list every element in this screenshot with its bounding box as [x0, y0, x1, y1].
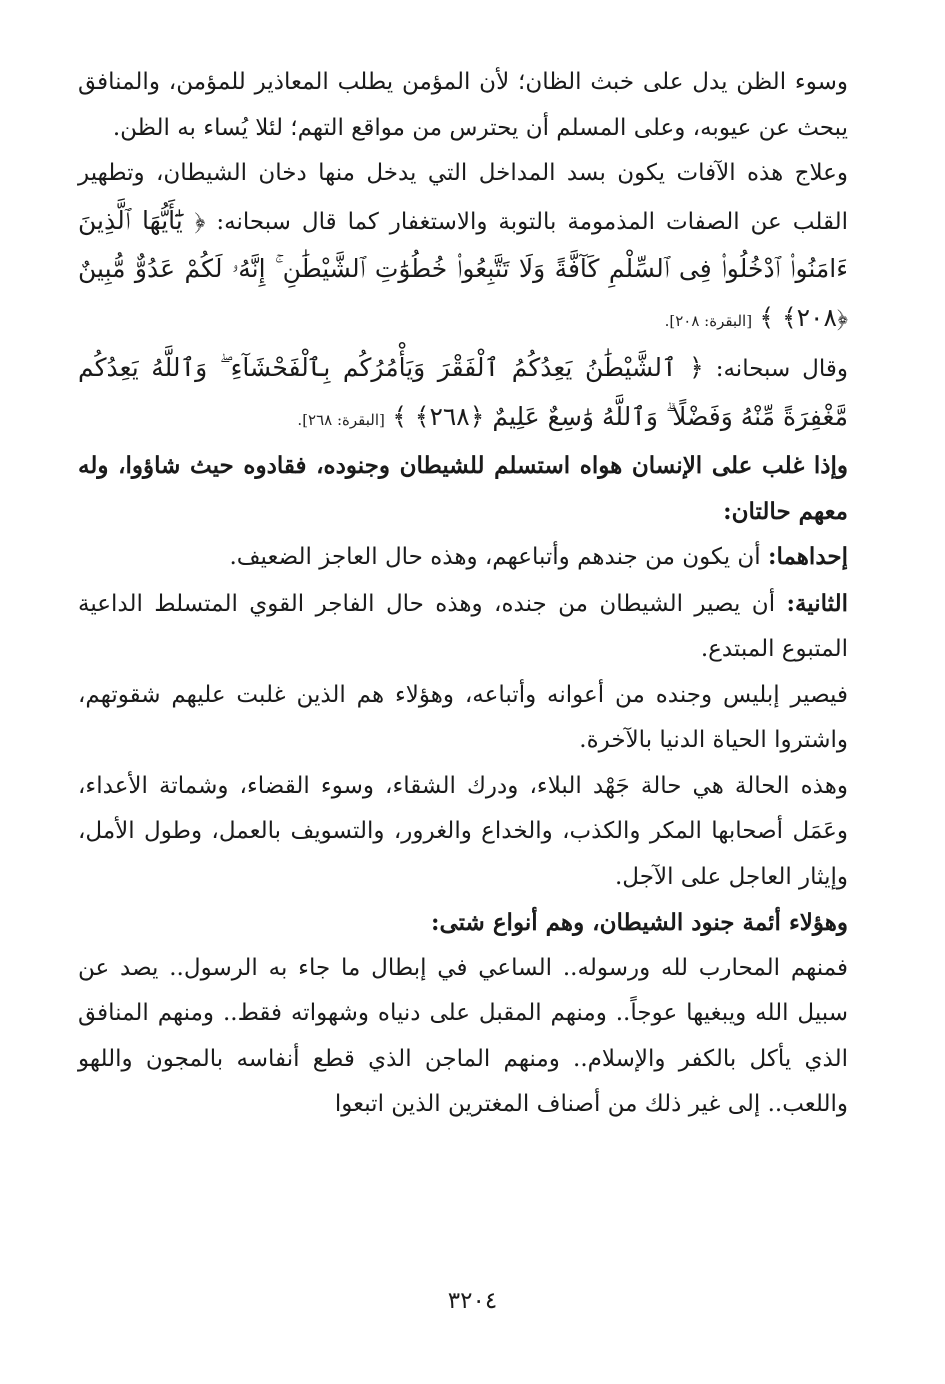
- remedy-text: وعلاج هذه الآفات يكون بسد المداخل التي يدخل منها دخان الشيطان، وتطهير القلب عن الصفات المذمومة بالتوبة والاستغفار كما قال سبحانه:: [78, 160, 848, 235]
- verse-reference-268: [البقرة: ٢٦٨].: [297, 410, 385, 429]
- paragraph-remedy: [78, 151, 848, 344]
- paragraph-verse-268: [78, 344, 848, 443]
- first-state-label: إحداهما:: [768, 543, 848, 570]
- page-body: [78, 60, 848, 1128]
- first-state-text: أن يكون من جندهم وأتباعهم، وهذه حال العاجز الضعيف.: [229, 544, 761, 570]
- paragraph-types: فمنهم المحارب لله ورسوله.. الساعي في إبطال ما جاء به الرسول.. يصد عن سبيل الله ويبغيها عوجاً.. ومنهم المقبل على دنياه وشهواته فقط.. ومنهم المنافق الذي يأكل بالكفر والإسلام.. ومنهم الماجن الذي قطع أنفاسه بالمجون واللهو واللعب.. إلى غير ذلك من أصناف المغترين الذين اتبعوا: [78, 954, 848, 1117]
- verse-intro: وقال سبحانه:: [715, 356, 849, 382]
- quran-verse-208: ﴿ يَٰٓأَيُّهَا ٱلَّذِينَ ءَامَنُوا۟ ٱدْخُلُوا۟ فِى ٱلسِّلْمِ كَآفَّةً وَلَا تَتَّبِعُوا۟ خُطُوَٰتِ ٱلشَّيْطَٰنِ ۚ إِنَّهُۥ لَكُمْ عَدُوٌّ مُّبِينٌ ﴿٢٠٨﴾ ﴾: [78, 205, 848, 332]
- paragraph-suspicion: وسوء الظن يدل على خبث الظان؛ لأن المؤمن يطلب المعاذير للمؤمن، والمنافق يبحث عن عيوبه، وعلى المسلم أن يحترس من مواقع التهم؛ لئلا يُساء به الظن.: [78, 69, 848, 141]
- quran-verse-268: ﴿ ٱلشَّيْطَٰنُ يَعِدُكُمُ ٱلْفَقْرَ وَيَأْمُرُكُم بِٱلْفَحْشَآءِ ۖ وَٱللَّهُ يَعِدُكُم مَّغْفِرَةً مِّنْهُ وَفَضْلًا ۗ وَٱللَّهُ وَٰسِعٌ عَلِيمٌ ﴿٢٦٨﴾ ﴾: [78, 353, 848, 431]
- paragraph-two-states: وإذا غلب على الإنسان هواه استسلم للشيطان وجنوده، فقادوه حيث شاؤوا، وله معهم حالتان:: [78, 452, 848, 525]
- paragraph-first-state: [78, 534, 848, 581]
- paragraph-second-state: [78, 581, 848, 673]
- verse-reference-208: [البقرة: ٢٠٨].: [664, 311, 753, 330]
- paragraph-leaders-heading: وهؤلاء أئمة جنود الشيطان، وهم أنواع شتى:: [430, 909, 848, 936]
- paragraph-hardship: وهذه الحالة هي حالة جَهْد البلاء، ودرك الشقاء، وسوء القضاء، وشماتة الأعداء، وعَمَل أصحابها المكر والكذب، والخداع والغرور، والتسويف بالعمل، وطول الأمل، وإيثار العاجل على الآجل.: [78, 772, 848, 890]
- paragraph-iblis: فيصير إبليس وجنده من أعوانه وأتباعه، وهؤلاء هم الذين غلبت عليهم شقوتهم، واشتروا الحياة الدنيا بالآخرة.: [78, 681, 848, 753]
- second-state-text: أن يصير الشيطان من جنده، وهذه حال الفاجر القوي المتسلط الداعية المتبوع المبتدع.: [78, 590, 848, 662]
- page-number: ٣٢٠٤: [447, 1288, 498, 1314]
- second-state-label: الثانية:: [786, 589, 848, 617]
